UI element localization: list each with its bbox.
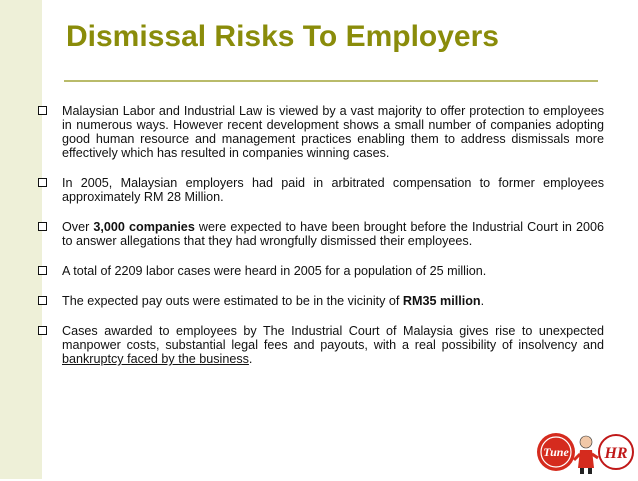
logo-graphic — [536, 428, 636, 476]
bankruptcy-link[interactable]: bankruptcy faced by the business — [62, 352, 249, 366]
square-bullet-icon — [38, 296, 47, 305]
bullet-item — [34, 264, 604, 278]
bullet-item — [34, 176, 604, 204]
bullet-text-before: The expected pay outs were estimated to be in the vicinity of — [62, 294, 403, 308]
bullet-item — [34, 294, 604, 308]
bullet-text-after: . — [248, 352, 253, 366]
title-divider — [64, 80, 598, 82]
logo-group — [536, 428, 636, 476]
bullet-text-bold: RM35 million — [402, 294, 481, 308]
bullet-text: Malaysian Labor and Industrial Law is viewed by a vast majority to offer protection to employees in numerous ways. However recent development shows a small number of companies adopting good human resource and management practices enabling them to address dismissals more effectively which has resulted in companies winning cases. — [62, 104, 604, 160]
bullet-text-before: Over — [62, 220, 94, 234]
bullet-text-bold: 3,000 companies — [93, 220, 195, 234]
hr-logo — [599, 435, 633, 469]
square-bullet-icon — [38, 178, 47, 187]
square-bullet-icon — [38, 326, 47, 335]
square-bullet-icon — [38, 106, 47, 115]
hr-logo-text: HR — [604, 445, 628, 462]
bullet-list — [34, 104, 604, 382]
bullet-text-after: were expected to have been brought before the Industrial Court in 2006 to answer allegations that they had wrongfully dismissed their employees. — [62, 220, 604, 248]
bullet-item — [34, 324, 604, 366]
square-bullet-icon — [38, 266, 47, 275]
tune-logo — [537, 433, 575, 471]
mascot-icon — [574, 436, 598, 474]
bullet-text-after: . — [480, 294, 485, 308]
tune-logo-text: Tune — [543, 445, 569, 459]
bullet-text: A total of 2209 labor cases were heard in 2005 for a population of 25 million. — [62, 264, 487, 278]
slide-title: Dismissal Risks To Employers — [66, 20, 499, 53]
square-bullet-icon — [38, 222, 47, 231]
bullet-text-before: Cases awarded to employees by The Industrial Court of Malaysia gives rise to unexpected manpower costs, substantial legal fees and payouts, with a real possibility of insolvency and — [62, 324, 604, 352]
bullet-item — [34, 220, 604, 248]
bullet-text: In 2005, Malaysian employers had paid in arbitrated compensation to former employees approximately RM 28 Million. — [62, 176, 604, 204]
bullet-item — [34, 104, 604, 160]
